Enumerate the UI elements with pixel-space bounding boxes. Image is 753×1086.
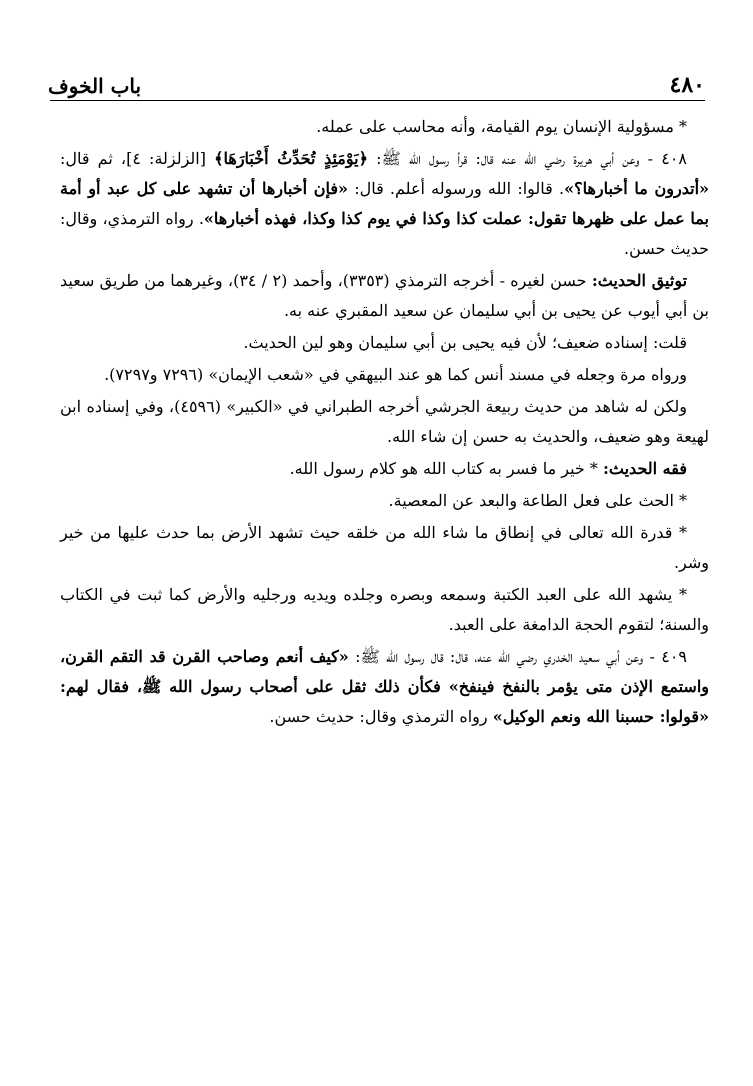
hadith-409-source: رواه الترمذي وقال: حديث حسن. — [269, 707, 488, 726]
hadith-408 — [60, 144, 709, 264]
hadith-409 — [60, 642, 709, 732]
tawthiq-section — [60, 266, 709, 326]
hadith-408-answer: «فإن أخبارها أن تشهد على كل عبد أو أمة بما عمل على ظهرها تقول: عملت كذا وكذا في يوم كذا وكذا، فهذه أخبارها» — [60, 179, 709, 228]
hadith-408-reply: . قالوا: الله ورسوله أعلم. قال: — [354, 179, 565, 198]
quran-verse: ﴿يَوْمَئِذٍ تُحَدِّثُ أَخْبَارَهَا﴾ — [214, 149, 368, 168]
page-body — [60, 112, 709, 734]
note-weak-chain: قلت: إسناده ضعيف؛ لأن فيه يحيى بن أبي سليمان وهو لين الحديث. — [243, 333, 687, 352]
header-divider — [50, 100, 705, 101]
tawthiq-text: حسن لغيره - أخرجه الترمذي (٣٣٥٣)، وأحمد (٢ / ٣٤)، وغيرهما من طريق سعيد بن أبي أيوب عن يحيى بن أبي سليمان عن سعيد المقبري عنه به. — [60, 271, 709, 320]
tawthiq-label: توثيق الحديث: — [591, 271, 688, 290]
point-responsibility: * مسؤولية الإنسان يوم القيامة، وأنه محاسب على عمله. — [316, 117, 687, 136]
note-supporting-hadith: ولكن له شاهد من حديث ربيعة الجرشي أخرجه الطبراني في «الكبير» (٤٥٩٦)، وفي إسناده ابن لهيعة وهو ضعيف، والحديث به حسن إن شاء الله. — [60, 397, 709, 446]
hadith-409-intro: ٤٠٩ - وعن أبي سعيد الخدري رضي الله عنه، قال: قال رسول الله ﷺ: — [355, 647, 687, 666]
page-number: ٤٨٠ — [669, 72, 705, 98]
chapter-title: باب الخوف — [48, 74, 142, 98]
hadith-408-source: . رواه الترمذي، وقال: حديث حسن. — [60, 209, 709, 258]
fiqh-point-2: * الحث على فعل الطاعة والبعد عن المعصية. — [388, 491, 687, 510]
note-anas-narration: ورواه مرة وجعله في مسند أنس كما هو عند البيهقي في «شعب الإيمان» (٧٢٩٦ و٧٢٩٧). — [104, 365, 687, 384]
page-header — [48, 58, 705, 98]
fiqh-point-4: * يشهد الله على العبد الكتبة وسمعه وبصره وجلده ويديه ورجليه والأرض كما ثبت في الكتاب والسنة؛ لتقوم الحجة الدامغة على العبد. — [60, 585, 709, 634]
fiqh-section — [60, 454, 709, 484]
hadith-409-text: «كيف أنعم وصاحب القرن قد التقم القرن، واستمع الإذن متى يؤمر بالنفخ فينفخ» فكأن ذلك ثقل على أصحاب رسول الله ﷺ، فقال لهم: «قولوا: حسبنا الله ونعم الوكيل» — [60, 647, 709, 726]
fiqh-point-3: * قدرة الله تعالى في إنطاق ما شاء الله من خلقه حيث تشهد الأرض بما حدث عليها من خير وشر. — [60, 523, 709, 572]
fiqh-point-1: * خير ما فسر به كتاب الله هو كلام رسول الله. — [289, 459, 598, 478]
verse-reference: [الزلزلة: ٤]، ثم قال: — [60, 149, 206, 168]
hadith-408-intro: ٤٠٨ - وعن أبي هريرة رضي الله عنه قال: قرأ رسول الله ﷺ: — [376, 149, 687, 168]
hadith-408-question: «أتدرون ما أخبارها؟» — [564, 179, 710, 198]
fiqh-label: فقه الحديث: — [602, 459, 687, 478]
